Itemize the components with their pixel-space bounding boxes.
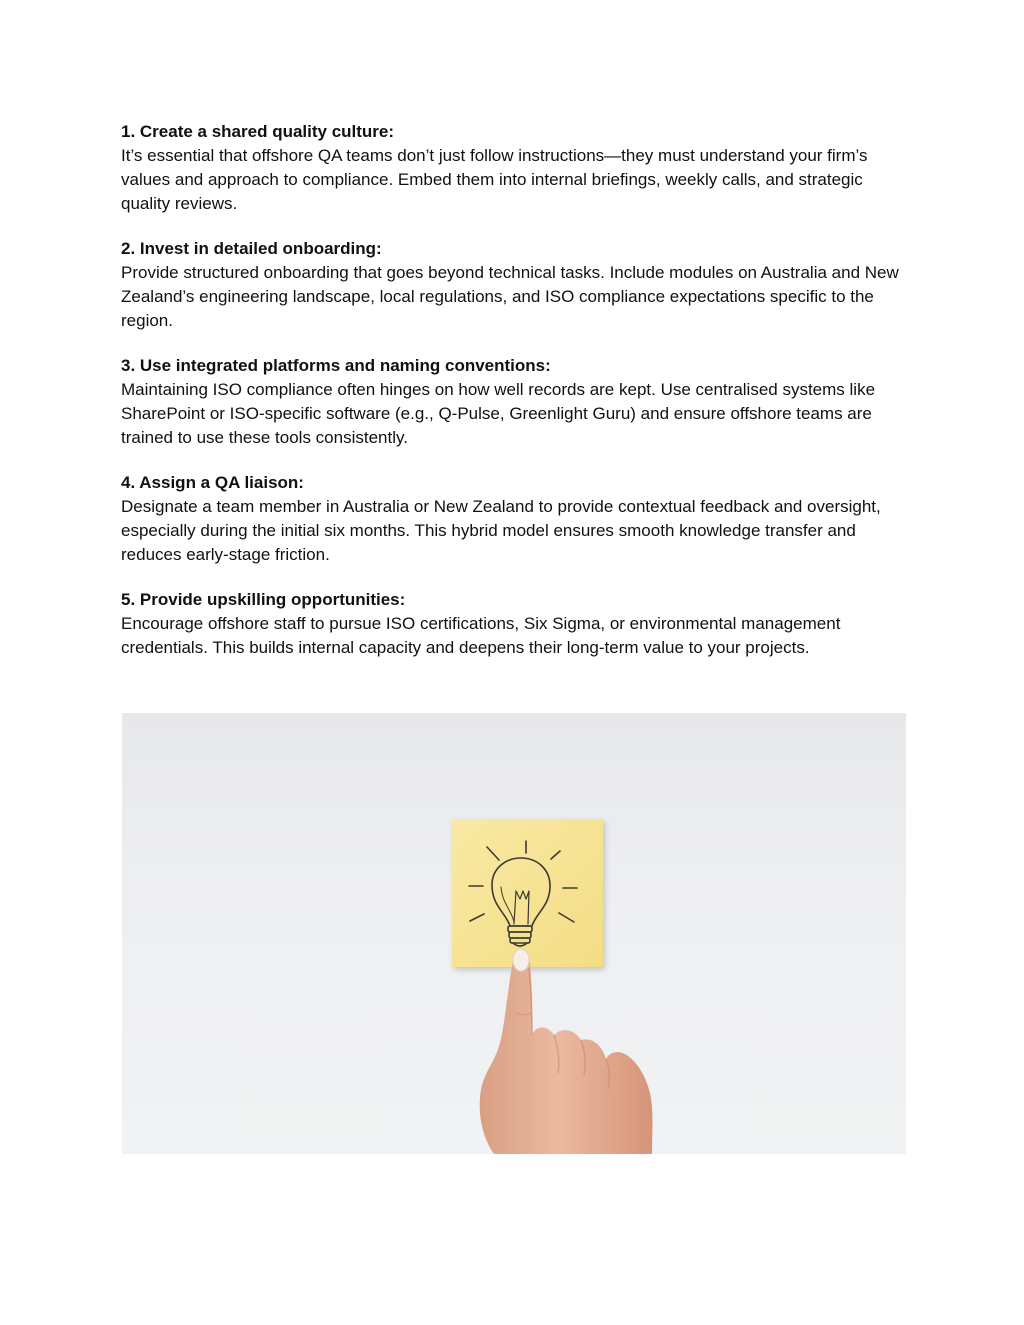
sticky-note-icon xyxy=(452,819,603,967)
section-body: Maintaining ISO compliance often hinges on how well records are kept. Use centralised systems like SharePoint or ISO-specific software (e.g., Q-Pulse, Greenlight Guru) and ensure offshore teams are trained to use these tools consistently. xyxy=(121,380,876,447)
section-1 xyxy=(121,120,911,216)
section-body: Designate a team member in Australia or New Zealand to provide contextual feedback and oversight, especially during the initial six months. This hybrid model ensures smooth knowledge transfer and reduces early-stage friction. xyxy=(121,497,881,564)
lightbulb-sticky-note-photo-icon xyxy=(122,713,906,1154)
section-title: 3. Use integrated platforms and naming conventions: xyxy=(121,356,551,375)
section-body: It’s essential that offshore QA teams don’t just follow instructions—they must understand your firm’s values and approach to compliance. Embed them into internal briefings, weekly calls, and strategic quality reviews. xyxy=(121,146,868,213)
hand-icon xyxy=(480,949,653,1154)
section-3 xyxy=(121,354,911,450)
section-title: 1. Create a shared quality culture: xyxy=(121,122,395,141)
document-body xyxy=(121,120,911,681)
section-5 xyxy=(121,588,911,660)
section-body: Encourage offshore staff to pursue ISO certifications, Six Sigma, or environmental management credentials. This builds internal capacity and deepens their long-term value to your projects. xyxy=(121,614,841,657)
section-body: Provide structured onboarding that goes beyond technical tasks. Include modules on Australia and New Zealand’s engineering landscape, local regulations, and ISO compliance expectations specific to the region. xyxy=(121,263,899,330)
section-title: 4. Assign a QA liaison: xyxy=(121,473,304,492)
section-title: 5. Provide upskilling opportunities: xyxy=(121,590,406,609)
section-4 xyxy=(121,471,911,567)
lightbulb-photo xyxy=(122,713,906,1154)
section-title: 2. Invest in detailed onboarding: xyxy=(121,239,382,258)
section-2 xyxy=(121,237,911,333)
